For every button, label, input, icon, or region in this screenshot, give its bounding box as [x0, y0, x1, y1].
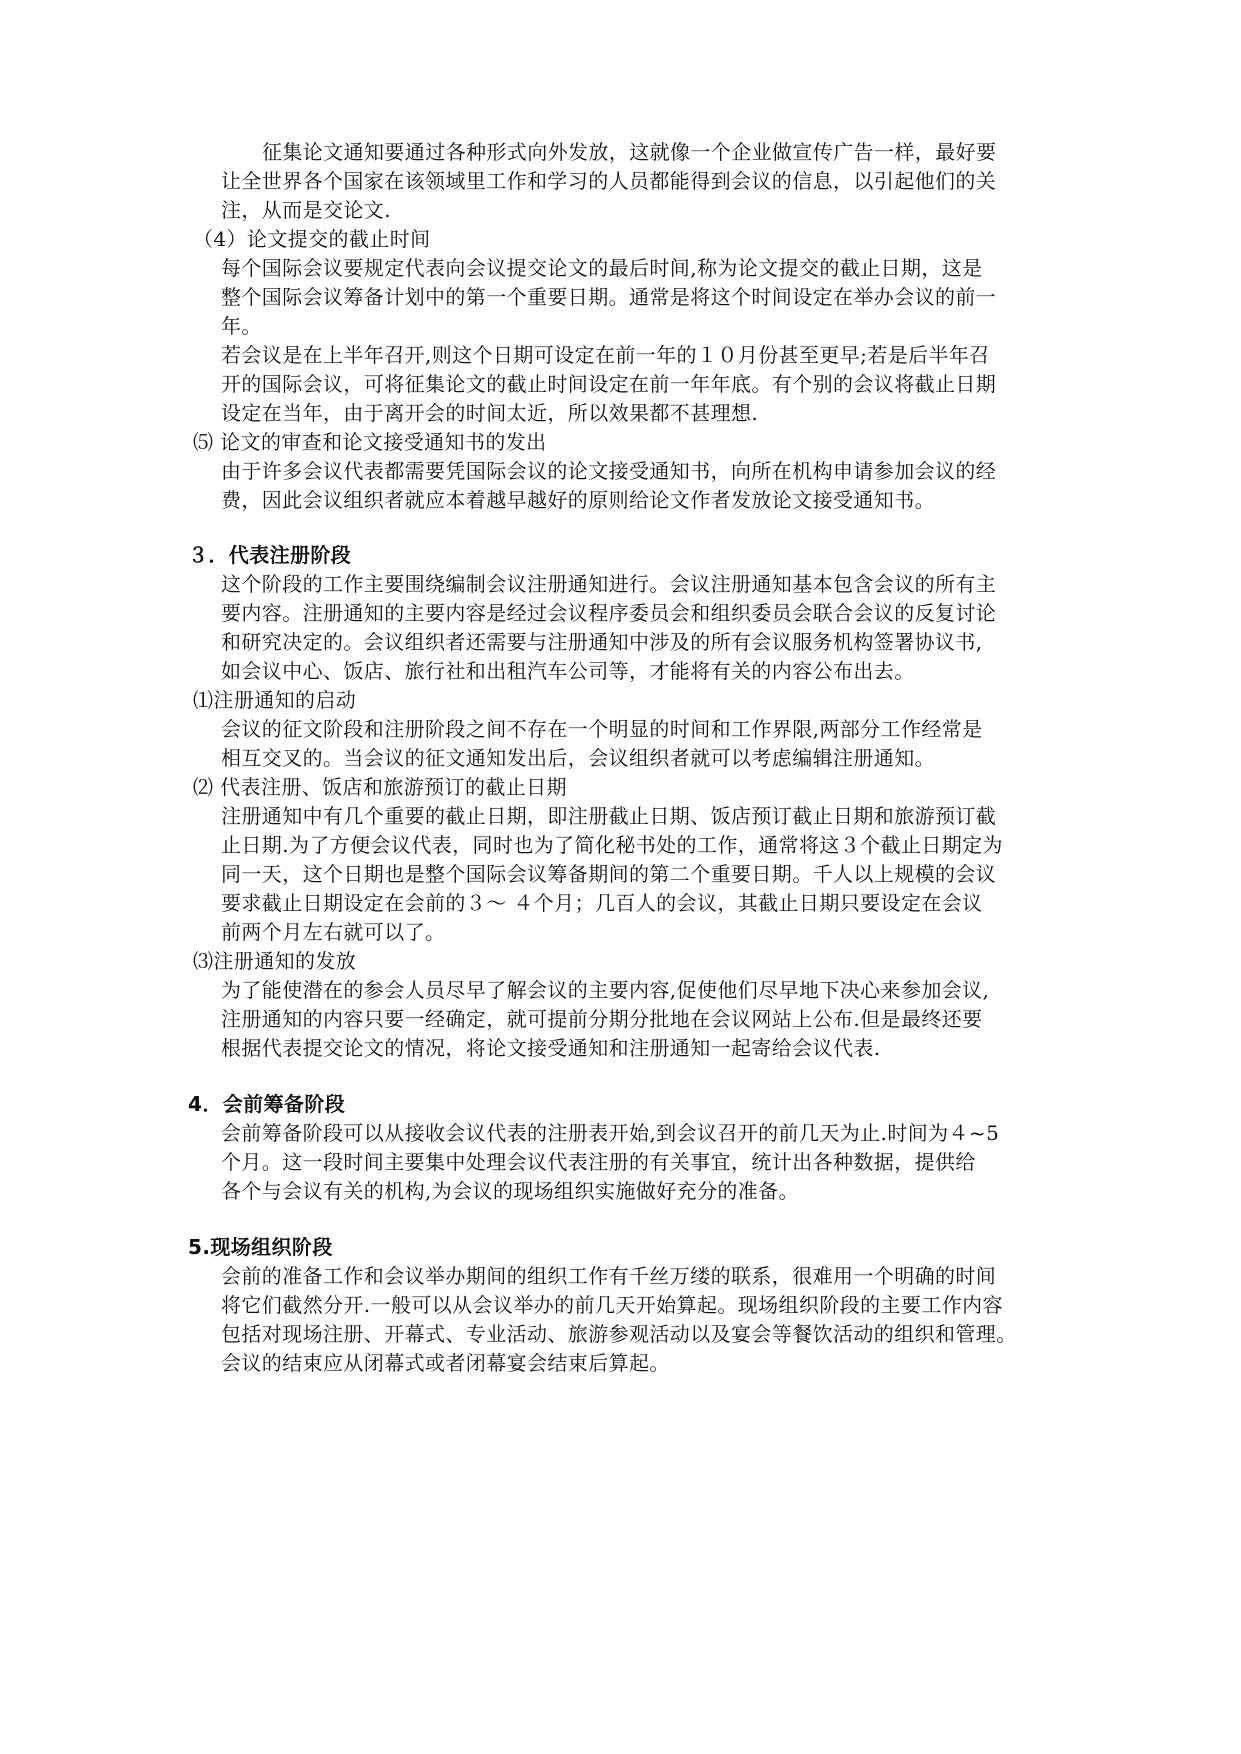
- paragraph-line: 让全世界各个国家在该领域里工作和学习的人员都能得到会议的信息，以引起他们的关: [221, 169, 997, 193]
- paragraph-line: 费，因此会议组织者就应本着越早越好的原则给论文作者发放论文接受通知书。: [221, 488, 935, 512]
- section-heading: 5.现场组织阶段: [188, 1235, 333, 1259]
- paragraph-line: 相互交叉的。当会议的征文通知发出后，会议组织者就可以考虑编辑注册通知。: [221, 746, 935, 770]
- paragraph-line: 整个国际会议筹备计划中的第一个重要日期。通常是将这个时间设定在举办会议的前一: [221, 285, 997, 309]
- paragraph-line: 会议的征文阶段和注册阶段之间不存在一个明显的时间和工作界限,两部分工作经常是: [221, 717, 983, 741]
- subsection-title: ⑸ 论文的审查和论文接受通知书的发出: [193, 430, 547, 454]
- paragraph-line: 注，从而是交论文.: [221, 198, 391, 222]
- paragraph-line: 每个国际会议要规定代表向会议提交论文的最后时间,称为论文提交的截止日期，这是: [221, 256, 983, 280]
- paragraph-line: 年。: [221, 314, 262, 338]
- paragraph-line: 开的国际会议，可将征集论文的截止时间设定在前一年年底。有个别的会议将截止日期: [221, 372, 997, 396]
- section-heading: ３．代表注册阶段: [188, 543, 352, 567]
- paragraph-line: 为了能使潜在的参会人员尽早了解会议的主要内容,促使他们尽早地下决心来参加会议,: [221, 978, 990, 1002]
- paragraph-line: 这个阶段的工作主要围绕编制会议注册通知进行。会议注册通知基本包含会议的所有主: [221, 572, 997, 596]
- paragraph-line: 征集论文通知要通过各种形式向外发放，这就像一个企业做宣传广告一样，最好要: [262, 140, 997, 164]
- subsection-title: ⑴注册通知的启动: [193, 688, 357, 712]
- paragraph-line: 同一天，这个日期也是整个国际会议筹备期间的第二个重要日期。千人以上规模的会议: [221, 862, 997, 886]
- paragraph-line: 会前的准备工作和会议举办期间的组织工作有千丝万缕的联系，很难用一个明确的时间: [221, 1264, 997, 1288]
- paragraph-line: 会议的结束应从闭幕式或者闭幕宴会结束后算起。: [221, 1351, 670, 1375]
- paragraph-line: 若会议是在上半年召开,则这个日期可设定在前一年的１０月份甚至更早;若是后半年召: [221, 343, 990, 367]
- paragraph-line: 根据代表提交论文的情况，将论文接受通知和注册通知一起寄给会议代表.: [221, 1036, 881, 1060]
- paragraph-line: 将它们截然分开.一般可以从会议举办的前几天开始算起。现场组织阶段的主要工作内容: [221, 1293, 1003, 1317]
- paragraph-line: 和研究决定的。会议组织者还需要与注册通知中涉及的所有会议服务机构签署协议书,: [221, 630, 983, 654]
- paragraph-line: 要内容。注册通知的主要内容是经过会议程序委员会和组织委员会联合会议的反复讨论: [221, 601, 997, 625]
- paragraph-line: 如会议中心、饭店、旅行社和出租汽车公司等，才能将有关的内容公布出去。: [221, 659, 915, 683]
- subsection-title: （4）论文提交的截止时间: [193, 227, 431, 251]
- paragraph-line: 止日期.为了方便会议代表，同时也为了简化秘书处的工作，通常将这３个截止日期定为: [221, 833, 1003, 857]
- paragraph-line: 注册通知中有几个重要的截止日期，即注册截止日期、饭店预订截止日期和旅游预订截: [221, 804, 997, 828]
- paragraph-line: 要求截止日期设定在会前的３～ ４个月；几百人的会议，其截止日期只要设定在会议: [221, 891, 983, 915]
- subsection-title: ⑶注册通知的发放: [193, 949, 357, 973]
- paragraph-line: 前两个月左右就可以了。: [221, 920, 446, 944]
- subsection-title: ⑵ 代表注册、饭店和旅游预订的截止日期: [193, 775, 567, 799]
- paragraph-line: 会前筹备阶段可以从接收会议代表的注册表开始,到会议召开的前几天为止.时间为４~5: [221, 1121, 1000, 1145]
- paragraph-line: 由于许多会议代表都需要凭国际会议的论文接受通知书，向所在机构申请参加会议的经: [221, 459, 997, 483]
- paragraph-line: 个月。这一段时间主要集中处理会议代表注册的有关事宜，统计出各种数据，提供给: [221, 1150, 976, 1174]
- paragraph-line: 各个与会议有关的机构,为会议的现场组织实施做好充分的准备。: [221, 1179, 799, 1203]
- paragraph-line: 包括对现场注册、开幕式、专业活动、旅游参观活动以及宴会等餐饮活动的组织和管理。: [221, 1322, 1017, 1346]
- section-heading: 4．会前筹备阶段: [188, 1092, 346, 1116]
- paragraph-line: 注册通知的内容只要一经确定，就可提前分期分批地在会议网站上公布.但是最终还要: [221, 1007, 983, 1031]
- paragraph-line: 设定在当年，由于离开会的时间太近，所以效果都不甚理想.: [221, 401, 759, 425]
